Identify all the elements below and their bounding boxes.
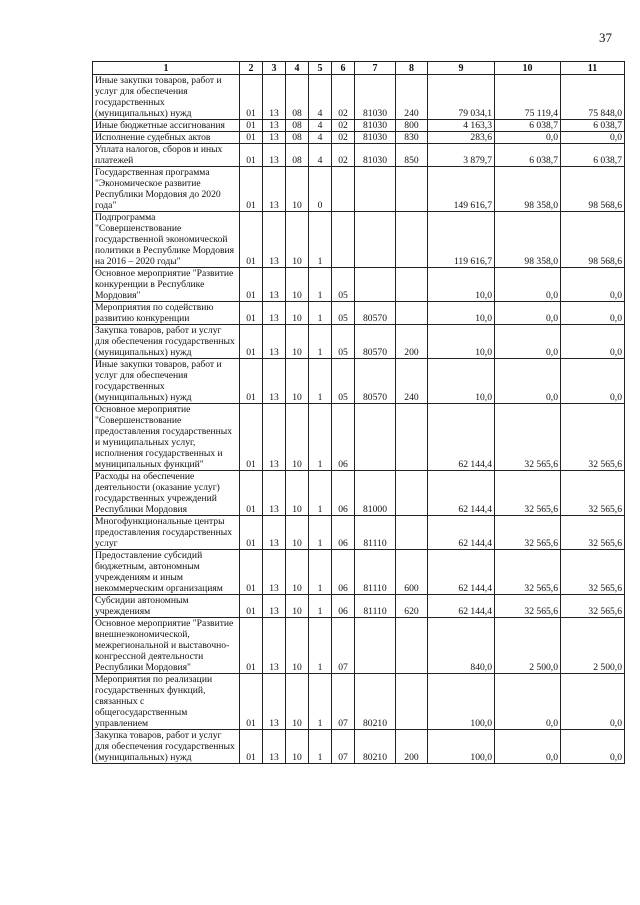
table-cell: 13 bbox=[263, 302, 286, 325]
table-header-row bbox=[93, 62, 625, 75]
table-cell: 0,0 bbox=[561, 268, 625, 302]
table-cell: 08 bbox=[286, 144, 309, 167]
table-cell: 283,6 bbox=[428, 132, 495, 144]
table-cell bbox=[355, 212, 396, 268]
table-cell bbox=[396, 471, 428, 516]
table-cell: 02 bbox=[332, 144, 355, 167]
table-cell: 81030 bbox=[355, 75, 396, 120]
row-name-cell: Мероприятия по реализации государственных функций, связанных с общегосударственным управлением bbox=[93, 674, 240, 730]
table-cell bbox=[332, 212, 355, 268]
table-cell: 10 bbox=[286, 325, 309, 359]
table-cell: 1 bbox=[309, 471, 332, 516]
table-cell: 0,0 bbox=[561, 132, 625, 144]
table-cell bbox=[396, 212, 428, 268]
table-cell: 05 bbox=[332, 325, 355, 359]
table-cell bbox=[396, 674, 428, 730]
table-cell: 02 bbox=[332, 75, 355, 120]
table-cell: 81110 bbox=[355, 550, 396, 595]
table-cell: 75 119,4 bbox=[495, 75, 561, 120]
table-cell: 10,0 bbox=[428, 359, 495, 404]
row-name-cell: Основное мероприятие "Развитие внешнеэкономической, межрегиональной и выставочно-конгрессной деятельности Республики Мордовия" bbox=[93, 618, 240, 674]
table-cell: 4 bbox=[309, 120, 332, 132]
table-cell bbox=[396, 302, 428, 325]
table-cell: 200 bbox=[396, 325, 428, 359]
table-cell: 13 bbox=[263, 268, 286, 302]
column-header: 8 bbox=[396, 62, 428, 75]
table-cell: 850 bbox=[396, 144, 428, 167]
column-header: 4 bbox=[286, 62, 309, 75]
table-cell: 13 bbox=[263, 595, 286, 618]
table-cell: 80210 bbox=[355, 730, 396, 764]
row-name-cell: Расходы на обеспечение деятельности (оказание услуг) государственных учреждений Республики Мордовия bbox=[93, 471, 240, 516]
row-name-cell: Уплата налогов, сборов и иных платежей bbox=[93, 144, 240, 167]
table-cell: 0,0 bbox=[495, 325, 561, 359]
table-cell: 10 bbox=[286, 212, 309, 268]
table-cell: 13 bbox=[263, 674, 286, 730]
table-cell: 98 358,0 bbox=[495, 212, 561, 268]
table-cell: 13 bbox=[263, 212, 286, 268]
table-cell: 13 bbox=[263, 132, 286, 144]
table-cell: 10 bbox=[286, 730, 309, 764]
table-cell: 13 bbox=[263, 730, 286, 764]
table-cell bbox=[396, 516, 428, 550]
table-cell: 32 565,6 bbox=[495, 404, 561, 471]
table-row bbox=[93, 730, 625, 764]
table-cell bbox=[396, 618, 428, 674]
table-cell: 10 bbox=[286, 359, 309, 404]
table-cell: 62 144,4 bbox=[428, 550, 495, 595]
table-cell: 07 bbox=[332, 674, 355, 730]
column-header: 11 bbox=[561, 62, 625, 75]
table-cell: 1 bbox=[309, 550, 332, 595]
table-cell: 32 565,6 bbox=[495, 516, 561, 550]
table-row bbox=[93, 618, 625, 674]
table-cell bbox=[332, 167, 355, 212]
table-cell: 62 144,4 bbox=[428, 471, 495, 516]
table-cell: 10 bbox=[286, 618, 309, 674]
table-cell bbox=[396, 404, 428, 471]
table-cell: 05 bbox=[332, 268, 355, 302]
table-cell: 10,0 bbox=[428, 302, 495, 325]
table-cell: 81110 bbox=[355, 595, 396, 618]
table-cell: 200 bbox=[396, 730, 428, 764]
table-cell: 620 bbox=[396, 595, 428, 618]
table-cell: 62 144,4 bbox=[428, 595, 495, 618]
table-cell: 10 bbox=[286, 674, 309, 730]
table-row bbox=[93, 404, 625, 471]
column-header: 3 bbox=[263, 62, 286, 75]
table-cell: 6 038,7 bbox=[495, 144, 561, 167]
table-cell: 32 565,6 bbox=[561, 471, 625, 516]
table-row bbox=[93, 212, 625, 268]
table-cell: 0,0 bbox=[495, 302, 561, 325]
table-cell: 81000 bbox=[355, 471, 396, 516]
table-cell bbox=[355, 618, 396, 674]
table-cell: 01 bbox=[240, 325, 263, 359]
table-cell: 98 358,0 bbox=[495, 167, 561, 212]
row-name-cell: Закупка товаров, работ и услуг для обеспечения государственных (муниципальных) нужд bbox=[93, 325, 240, 359]
table-cell: 10 bbox=[286, 404, 309, 471]
column-header: 7 bbox=[355, 62, 396, 75]
table-cell: 32 565,6 bbox=[561, 404, 625, 471]
table-cell: 10 bbox=[286, 471, 309, 516]
row-name-cell: Исполнение судебных актов bbox=[93, 132, 240, 144]
table-cell: 13 bbox=[263, 516, 286, 550]
table-cell: 06 bbox=[332, 595, 355, 618]
table-cell: 0,0 bbox=[495, 132, 561, 144]
table-row bbox=[93, 268, 625, 302]
table-cell bbox=[355, 167, 396, 212]
table-cell: 32 565,6 bbox=[561, 516, 625, 550]
table-cell: 62 144,4 bbox=[428, 404, 495, 471]
table-cell: 01 bbox=[240, 359, 263, 404]
table-cell: 01 bbox=[240, 404, 263, 471]
table-cell: 01 bbox=[240, 595, 263, 618]
column-header: 5 bbox=[309, 62, 332, 75]
table-cell: 98 568,6 bbox=[561, 167, 625, 212]
table-cell: 3 879,7 bbox=[428, 144, 495, 167]
table-cell: 0,0 bbox=[495, 359, 561, 404]
table-cell: 149 616,7 bbox=[428, 167, 495, 212]
table-cell: 80570 bbox=[355, 359, 396, 404]
table-cell: 81030 bbox=[355, 120, 396, 132]
table-cell: 4 bbox=[309, 132, 332, 144]
row-name-cell: Иные закупки товаров, работ и услуг для обеспечения государственных (муниципальных) нужд bbox=[93, 359, 240, 404]
table-cell: 32 565,6 bbox=[561, 595, 625, 618]
budget-table bbox=[92, 61, 625, 764]
table-cell: 01 bbox=[240, 75, 263, 120]
table-cell: 79 034,1 bbox=[428, 75, 495, 120]
table-cell: 1 bbox=[309, 595, 332, 618]
table-cell: 81110 bbox=[355, 516, 396, 550]
table-row bbox=[93, 75, 625, 120]
table-cell: 13 bbox=[263, 618, 286, 674]
table-cell: 1 bbox=[309, 268, 332, 302]
table-cell: 08 bbox=[286, 75, 309, 120]
table-cell: 01 bbox=[240, 212, 263, 268]
table-cell: 0,0 bbox=[561, 325, 625, 359]
table-cell: 98 568,6 bbox=[561, 212, 625, 268]
table-cell: 6 038,7 bbox=[561, 144, 625, 167]
table-row bbox=[93, 132, 625, 144]
table-cell: 2 500,0 bbox=[495, 618, 561, 674]
table-cell: 62 144,4 bbox=[428, 516, 495, 550]
table-cell: 0 bbox=[309, 167, 332, 212]
table-cell: 240 bbox=[396, 75, 428, 120]
table-cell: 10 bbox=[286, 595, 309, 618]
row-name-cell: Мероприятия по содействию развитию конкуренции bbox=[93, 302, 240, 325]
table-cell: 1 bbox=[309, 325, 332, 359]
table-cell: 10 bbox=[286, 167, 309, 212]
table-cell: 01 bbox=[240, 471, 263, 516]
table-cell: 0,0 bbox=[495, 730, 561, 764]
table-cell: 0,0 bbox=[495, 674, 561, 730]
table-cell: 01 bbox=[240, 268, 263, 302]
table-cell: 06 bbox=[332, 550, 355, 595]
row-name-cell: Основное мероприятие "Развитие конкуренции в Республике Мордовия" bbox=[93, 268, 240, 302]
table-cell: 06 bbox=[332, 471, 355, 516]
table-cell: 4 163,3 bbox=[428, 120, 495, 132]
table-cell: 10 bbox=[286, 302, 309, 325]
table-cell: 840,0 bbox=[428, 618, 495, 674]
table-cell: 4 bbox=[309, 144, 332, 167]
row-name-cell: Государственная программа "Экономическое развитие Республики Мордовия до 2020 года" bbox=[93, 167, 240, 212]
table-cell: 2 500,0 bbox=[561, 618, 625, 674]
table-cell: 13 bbox=[263, 120, 286, 132]
table-cell: 1 bbox=[309, 674, 332, 730]
table-cell: 07 bbox=[332, 618, 355, 674]
table-cell: 100,0 bbox=[428, 730, 495, 764]
table-cell: 1 bbox=[309, 618, 332, 674]
table-cell: 4 bbox=[309, 75, 332, 120]
table-row bbox=[93, 471, 625, 516]
table-cell: 01 bbox=[240, 120, 263, 132]
table-cell: 81030 bbox=[355, 144, 396, 167]
row-name-cell: Подпрограмма "Совершенствование государственной экономической политики в Республике Мордовия на 2016 – 2020 годы" bbox=[93, 212, 240, 268]
table-cell: 75 848,0 bbox=[561, 75, 625, 120]
row-name-cell: Субсидии автономным учреждениям bbox=[93, 595, 240, 618]
table-cell: 13 bbox=[263, 167, 286, 212]
table-cell: 06 bbox=[332, 516, 355, 550]
table-cell: 1 bbox=[309, 516, 332, 550]
row-name-cell: Основное мероприятие "Совершенствование предоставления государственных и муниципальных услуг, исполнения государственных и муниципальных функций" bbox=[93, 404, 240, 471]
table-cell: 13 bbox=[263, 359, 286, 404]
table-cell: 01 bbox=[240, 674, 263, 730]
table-cell: 01 bbox=[240, 550, 263, 595]
table-cell: 600 bbox=[396, 550, 428, 595]
table-row bbox=[93, 359, 625, 404]
table-cell: 6 038,7 bbox=[495, 120, 561, 132]
table-cell: 1 bbox=[309, 302, 332, 325]
table-cell: 32 565,6 bbox=[495, 471, 561, 516]
table-cell: 80570 bbox=[355, 325, 396, 359]
table-cell: 01 bbox=[240, 618, 263, 674]
row-name-cell: Закупка товаров, работ и услуг для обеспечения государственных (муниципальных) нужд bbox=[93, 730, 240, 764]
table-cell: 02 bbox=[332, 120, 355, 132]
column-header: 1 bbox=[93, 62, 240, 75]
table-cell: 06 bbox=[332, 404, 355, 471]
table-cell bbox=[396, 268, 428, 302]
table-cell: 10,0 bbox=[428, 268, 495, 302]
table-cell: 800 bbox=[396, 120, 428, 132]
table-cell: 13 bbox=[263, 471, 286, 516]
table-cell: 80570 bbox=[355, 302, 396, 325]
table-cell bbox=[396, 167, 428, 212]
table-cell: 32 565,6 bbox=[561, 550, 625, 595]
table-row bbox=[93, 516, 625, 550]
table-cell: 01 bbox=[240, 302, 263, 325]
table-cell: 01 bbox=[240, 167, 263, 212]
table-cell: 10 bbox=[286, 550, 309, 595]
table-cell: 0,0 bbox=[495, 268, 561, 302]
table-cell: 01 bbox=[240, 730, 263, 764]
table-row bbox=[93, 550, 625, 595]
table-cell: 13 bbox=[263, 144, 286, 167]
table-row bbox=[93, 325, 625, 359]
table-cell: 07 bbox=[332, 730, 355, 764]
table-cell: 13 bbox=[263, 75, 286, 120]
column-header: 2 bbox=[240, 62, 263, 75]
table-cell: 13 bbox=[263, 404, 286, 471]
table-cell: 830 bbox=[396, 132, 428, 144]
table-row bbox=[93, 302, 625, 325]
table-row bbox=[93, 595, 625, 618]
table-cell: 08 bbox=[286, 120, 309, 132]
row-name-cell: Иные бюджетные ассигнования bbox=[93, 120, 240, 132]
table-cell: 10 bbox=[286, 268, 309, 302]
table-cell: 1 bbox=[309, 730, 332, 764]
table-cell: 01 bbox=[240, 516, 263, 550]
table-cell: 13 bbox=[263, 325, 286, 359]
column-header: 6 bbox=[332, 62, 355, 75]
table-cell: 10,0 bbox=[428, 325, 495, 359]
page-number: 37 bbox=[599, 30, 612, 45]
table-cell: 1 bbox=[309, 359, 332, 404]
table-cell: 0,0 bbox=[561, 359, 625, 404]
table-cell: 13 bbox=[263, 550, 286, 595]
table-cell: 0,0 bbox=[561, 730, 625, 764]
table-cell: 32 565,6 bbox=[495, 550, 561, 595]
table-cell: 80210 bbox=[355, 674, 396, 730]
table-cell: 05 bbox=[332, 359, 355, 404]
table-cell: 6 038,7 bbox=[561, 120, 625, 132]
column-header: 10 bbox=[495, 62, 561, 75]
table-row bbox=[93, 144, 625, 167]
table-row bbox=[93, 120, 625, 132]
column-header: 9 bbox=[428, 62, 495, 75]
table-cell: 0,0 bbox=[561, 674, 625, 730]
table-cell: 02 bbox=[332, 132, 355, 144]
table-cell: 0,0 bbox=[561, 302, 625, 325]
row-name-cell: Иные закупки товаров, работ и услуг для обеспечения государственных (муниципальных) нужд bbox=[93, 75, 240, 120]
table-row bbox=[93, 167, 625, 212]
table-cell: 05 bbox=[332, 302, 355, 325]
table-cell: 240 bbox=[396, 359, 428, 404]
table-cell: 01 bbox=[240, 144, 263, 167]
table-cell bbox=[355, 404, 396, 471]
table-cell: 1 bbox=[309, 212, 332, 268]
table-row bbox=[93, 674, 625, 730]
table-cell: 08 bbox=[286, 132, 309, 144]
table-cell: 01 bbox=[240, 132, 263, 144]
table-cell: 100,0 bbox=[428, 674, 495, 730]
row-name-cell: Предоставление субсидий бюджетным, автономным учреждениям и иным некоммерческим организациям bbox=[93, 550, 240, 595]
table-cell: 119 616,7 bbox=[428, 212, 495, 268]
table-cell: 10 bbox=[286, 516, 309, 550]
row-name-cell: Многофункциональные центры предоставления государственных услуг bbox=[93, 516, 240, 550]
table-cell bbox=[355, 268, 396, 302]
table-cell: 1 bbox=[309, 404, 332, 471]
table-cell: 81030 bbox=[355, 132, 396, 144]
table-cell: 32 565,6 bbox=[495, 595, 561, 618]
